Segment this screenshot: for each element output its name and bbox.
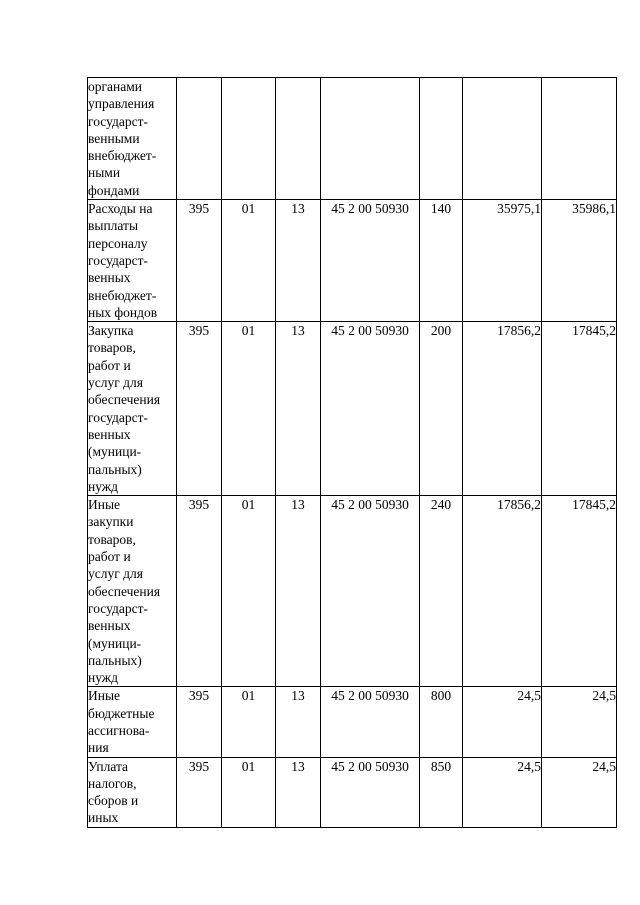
table-row: [88, 78, 617, 200]
expense-name-line: Иные: [88, 688, 121, 704]
expense-name-line: венных: [88, 270, 131, 286]
subsection-cell: [276, 78, 321, 200]
section-cell: 01: [222, 757, 276, 827]
expense-name-line: сборов и: [88, 793, 139, 809]
expense-name-line: персоналу: [88, 235, 148, 251]
subsection-cell: 13: [276, 687, 321, 757]
expense-name-line: государст-: [88, 252, 148, 268]
section-cell: 01: [222, 687, 276, 757]
ved-cell: 395: [177, 687, 222, 757]
table-body: [88, 78, 617, 828]
subsection-cell: 13: [276, 496, 321, 687]
subsection-cell: 13: [276, 322, 321, 496]
ved-cell: 395: [177, 322, 222, 496]
expense-name-line: закупки: [88, 514, 134, 530]
expense-name-line: государст-: [88, 409, 148, 425]
section-cell: 01: [222, 200, 276, 322]
expense-name-line: иных: [88, 810, 119, 826]
expense-name-line: (муници-: [88, 444, 142, 460]
amount-year1-cell: 35975,1: [463, 200, 542, 322]
expense-name-line: нужд: [88, 670, 118, 686]
expense-name-line: управления: [88, 96, 155, 112]
expense-name-line: работ и: [88, 357, 131, 373]
expense-name-line: обеспечения: [88, 583, 161, 599]
expense-name-line: услуг для: [88, 566, 143, 582]
target-article-cell: 45 2 00 50930: [321, 200, 420, 322]
expense-name-line: ния: [88, 740, 109, 756]
amount-year1-cell: [463, 78, 542, 200]
expense-name-line: товаров,: [88, 340, 136, 356]
ved-cell: [177, 78, 222, 200]
expense-name-line: Закупка: [88, 323, 134, 339]
expense-name-line: работ и: [88, 549, 131, 565]
expense-type-cell: 800: [420, 687, 463, 757]
expense-name-line: ными: [88, 165, 121, 181]
expense-type-cell: 200: [420, 322, 463, 496]
expense-name-line: пальных): [88, 461, 142, 477]
table-row: [88, 200, 617, 322]
expense-type-cell: 850: [420, 757, 463, 827]
expense-name-line: органами: [88, 79, 143, 94]
target-article-cell: 45 2 00 50930: [321, 496, 420, 687]
expense-name-line: товаров,: [88, 531, 136, 547]
expense-name-line: налогов,: [88, 775, 137, 791]
amount-year1-cell: 17856,2: [463, 496, 542, 687]
expense-name-cell: [88, 200, 177, 322]
expense-name-line: (муници-: [88, 635, 142, 651]
ved-cell: 395: [177, 496, 222, 687]
expense-name-line: венными: [88, 130, 140, 146]
target-article-cell: [321, 78, 420, 200]
expense-name-line: ных фондов: [88, 304, 158, 320]
expense-type-cell: 240: [420, 496, 463, 687]
expense-name-line: выплаты: [88, 218, 139, 234]
expense-name-cell: [88, 78, 177, 200]
amount-year2-cell: 35986,1: [542, 200, 617, 322]
expense-name-line: венных: [88, 618, 131, 634]
ved-cell: 395: [177, 200, 222, 322]
expense-name-line: Уплата: [88, 758, 129, 774]
expense-name-line: ассигнова-: [88, 722, 150, 738]
budget-table: [87, 77, 617, 828]
amount-year2-cell: [542, 78, 617, 200]
expense-name-line: обеспечения: [88, 392, 161, 408]
section-cell: 01: [222, 496, 276, 687]
amount-year1-cell: 24,5: [463, 687, 542, 757]
table-row: [88, 322, 617, 496]
expense-name-line: бюджетные: [88, 705, 155, 721]
expense-type-cell: [420, 78, 463, 200]
expense-name-line: Расходы на: [88, 201, 153, 217]
ved-cell: 395: [177, 757, 222, 827]
table-row: [88, 757, 617, 827]
expense-name-cell: [88, 687, 177, 757]
amount-year2-cell: 17845,2: [542, 322, 617, 496]
subsection-cell: 13: [276, 200, 321, 322]
target-article-cell: 45 2 00 50930: [321, 757, 420, 827]
expense-name-line: нужд: [88, 478, 118, 494]
expense-name-cell: [88, 496, 177, 687]
amount-year2-cell: 24,5: [542, 757, 617, 827]
section-cell: [222, 78, 276, 200]
expense-name-line: внебюджет-: [88, 148, 157, 164]
expense-name-line: Иные: [88, 497, 121, 513]
expense-type-cell: 140: [420, 200, 463, 322]
target-article-cell: 45 2 00 50930: [321, 687, 420, 757]
target-article-cell: 45 2 00 50930: [321, 322, 420, 496]
expense-name-line: фондами: [88, 182, 140, 198]
subsection-cell: 13: [276, 757, 321, 827]
amount-year1-cell: 24,5: [463, 757, 542, 827]
expense-name-line: пальных): [88, 652, 142, 668]
expense-name-cell: [88, 757, 177, 827]
table-row: [88, 687, 617, 757]
expense-name-line: услуг для: [88, 375, 143, 391]
expense-name-cell: [88, 322, 177, 496]
expense-name-line: государст-: [88, 600, 148, 616]
amount-year1-cell: 17856,2: [463, 322, 542, 496]
amount-year2-cell: 24,5: [542, 687, 617, 757]
amount-year2-cell: 17845,2: [542, 496, 617, 687]
table-row: [88, 496, 617, 687]
expense-name-line: венных: [88, 426, 131, 442]
expense-name-line: государст-: [88, 113, 148, 129]
expense-name-line: внебюджет-: [88, 287, 157, 303]
section-cell: 01: [222, 322, 276, 496]
